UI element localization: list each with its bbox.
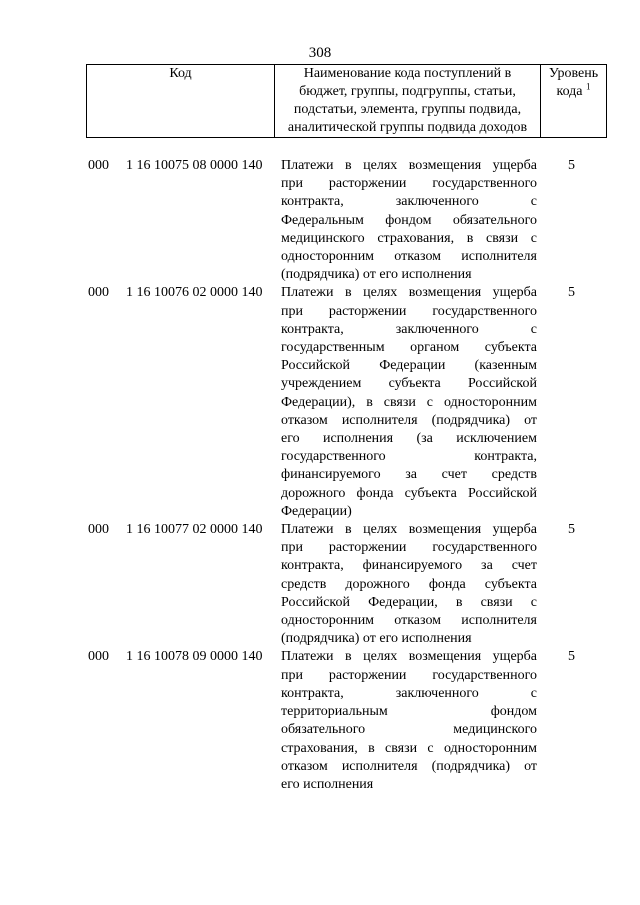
description-line: Платежи в целях возмещения ущерба xyxy=(281,649,537,665)
description-line: контракта, финансируемого за счет xyxy=(281,558,537,574)
description-line: односторонним отказом исполнителя xyxy=(281,613,537,629)
description-line: Федеральным фондом обязательного xyxy=(281,212,537,228)
header-code-cell xyxy=(87,65,275,137)
revenue-description xyxy=(281,521,537,648)
description-line: Платежи в целях возмещения ущерба xyxy=(281,285,537,301)
description-line: финансируемого за счет средств xyxy=(281,467,537,483)
description-line: государственного контракта, xyxy=(281,449,537,465)
description-line: его исполнения xyxy=(281,776,374,792)
header-name-line: аналитической группы подвида доходов xyxy=(287,120,528,135)
description-line: учреждением субъекта Российской xyxy=(281,376,537,392)
header-level-cell xyxy=(541,65,606,137)
description-line: Платежи в целях возмещения ущерба xyxy=(281,158,537,173)
header-level-label-line2: кода $^1$ xyxy=(556,81,591,99)
description-line: его исполнения (за исключением xyxy=(281,431,537,447)
description-line: Платежи в целях возмещения ущерба xyxy=(281,522,537,538)
page-number: 308 xyxy=(308,45,332,61)
revenue-code: 1 16 10075 08 0000 140 xyxy=(126,158,263,173)
header-name-line: подстатьи, элемента, группы подвида, xyxy=(293,102,522,117)
table-row xyxy=(0,648,640,794)
revenue-code: 1 16 10077 02 0000 140 xyxy=(126,522,263,538)
description-line: при расторжении государственного xyxy=(281,176,537,192)
description-line: Российской Федерации, в связи с xyxy=(281,594,537,610)
table-body xyxy=(0,157,640,794)
description-line: отказом исполнителя (подрядчика) от xyxy=(281,412,537,428)
description-line: средств дорожного фонда субъекта xyxy=(281,576,537,592)
revenue-description xyxy=(281,284,537,521)
description-line: при расторжении государственного xyxy=(281,540,537,556)
description-line: территориальным фондом xyxy=(281,704,537,720)
description-line: Федерации), в связи с односторонним xyxy=(281,394,537,410)
description-line: контракта, заключенного с xyxy=(281,321,537,337)
table-row xyxy=(0,521,640,648)
revenue-description xyxy=(281,648,537,794)
description-line: страхования, в связи с односторонним xyxy=(281,740,537,756)
header-name-cell xyxy=(275,65,541,137)
code-level: 5 xyxy=(568,158,575,173)
description-line: при расторжении государственного xyxy=(281,303,537,319)
description-line: обязательного медицинского xyxy=(281,722,537,738)
code-level: 5 xyxy=(568,522,575,538)
header-name-line: Наименование кода поступлений в xyxy=(303,66,512,81)
revenue-code: 1 16 10078 09 0000 140 xyxy=(126,649,263,665)
revenue-description xyxy=(281,157,537,284)
description-line: односторонним отказом исполнителя xyxy=(281,249,537,265)
code-level: 5 xyxy=(568,285,575,301)
description-line: контракта, заключенного с xyxy=(281,685,537,701)
header-level-label: Уровень xyxy=(548,66,599,81)
code-level: 5 xyxy=(568,649,575,665)
table-row xyxy=(0,157,640,284)
description-line: отказом исполнителя (подрядчика) от xyxy=(281,758,537,774)
description-line: контракта, заключенного с xyxy=(281,194,537,210)
admin-code: 000 xyxy=(88,158,109,173)
description-line: (подрядчика) от его исполнения xyxy=(281,631,472,647)
footnote-marker: 1 xyxy=(586,81,591,92)
description-line: медицинского страхования, в связи с xyxy=(281,230,537,246)
table-row xyxy=(0,284,640,521)
description-line: государственным органом субъекта xyxy=(281,340,537,356)
description-line: Российской Федерации (казенным xyxy=(281,358,537,374)
admin-code: 000 xyxy=(88,649,109,665)
description-line: при расторжении государственного xyxy=(281,667,537,683)
admin-code: 000 xyxy=(88,522,109,538)
description-line: дорожного фонда субъекта Российской xyxy=(281,485,537,501)
table-header xyxy=(86,64,607,138)
description-line: Федерации) xyxy=(281,503,352,519)
description-line: (подрядчика) от его исполнения xyxy=(281,267,472,283)
header-name-line: бюджет, группы, подгруппы, статьи, xyxy=(299,84,516,99)
admin-code: 000 xyxy=(88,285,109,301)
revenue-code: 1 16 10076 02 0000 140 xyxy=(126,285,263,301)
header-code-label: Код xyxy=(169,66,192,81)
